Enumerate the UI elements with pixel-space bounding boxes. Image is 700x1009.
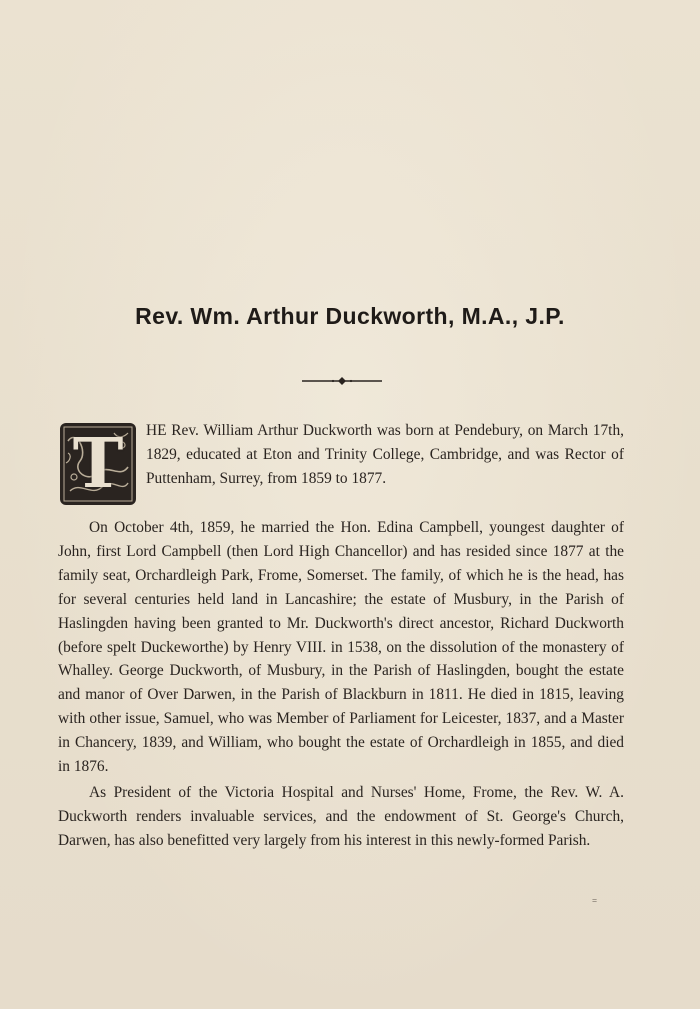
footer-mark: = xyxy=(592,896,598,906)
article-body xyxy=(58,419,624,853)
page-title: Rev. Wm. Arthur Duckworth, M.A., J.P. xyxy=(135,303,565,329)
paragraph-family: On October 4th, 1859, he married the Hon. Edina Campbell, youngest daughter of John, first Lord Campbell (then Lord High Chancellor) and has resided since 1877 at the family seat, Orchardleigh Park, Frome, Somerset. The family, of which he is the head, has for several centuries held land in Lancashire; the estate of Musbury, in the Parish of Haslingden having been granted to Mr. Duckworth's direct ancestor, Richard Duckworth (before spelt Duckeworthe) by Henry VIII. in 1538, on the dissolution of the monastery of Whalley. George Duckworth, of Musbury, in the Parish of Haslingden, bought the estate and manor of Over Darwen, in the Parish of Blackburn in 1811. He died in 1815, leaving with other issue, Samuel, who was Member of Parliament for Leicester, 1837, and a Master in Chancery, 1839, and William, who bought the estate of Orchardleigh in 1855, and died in 1876. xyxy=(58,519,624,776)
drop-cap xyxy=(58,421,138,507)
divider-ornament xyxy=(300,374,384,388)
paragraph-president: As President of the Victoria Hospital and Nurses' Home, Frome, the Rev. W. A. Duckworth renders invaluable services, and the endowment of St. George's Church, Darwen, has also benefitted very largely from his interest in this newly-formed Parish. xyxy=(58,783,624,849)
paragraph-intro xyxy=(58,419,624,514)
intro-text: HE Rev. William Arthur Duckworth was born at Pendebury, on March 17th, 1829, educated at Eton and Trinity College, Cambridge, and was Rector of Puttenham, Surrey, from 1859 to 1877. xyxy=(146,422,624,487)
drop-cap-letter: T xyxy=(72,424,124,504)
